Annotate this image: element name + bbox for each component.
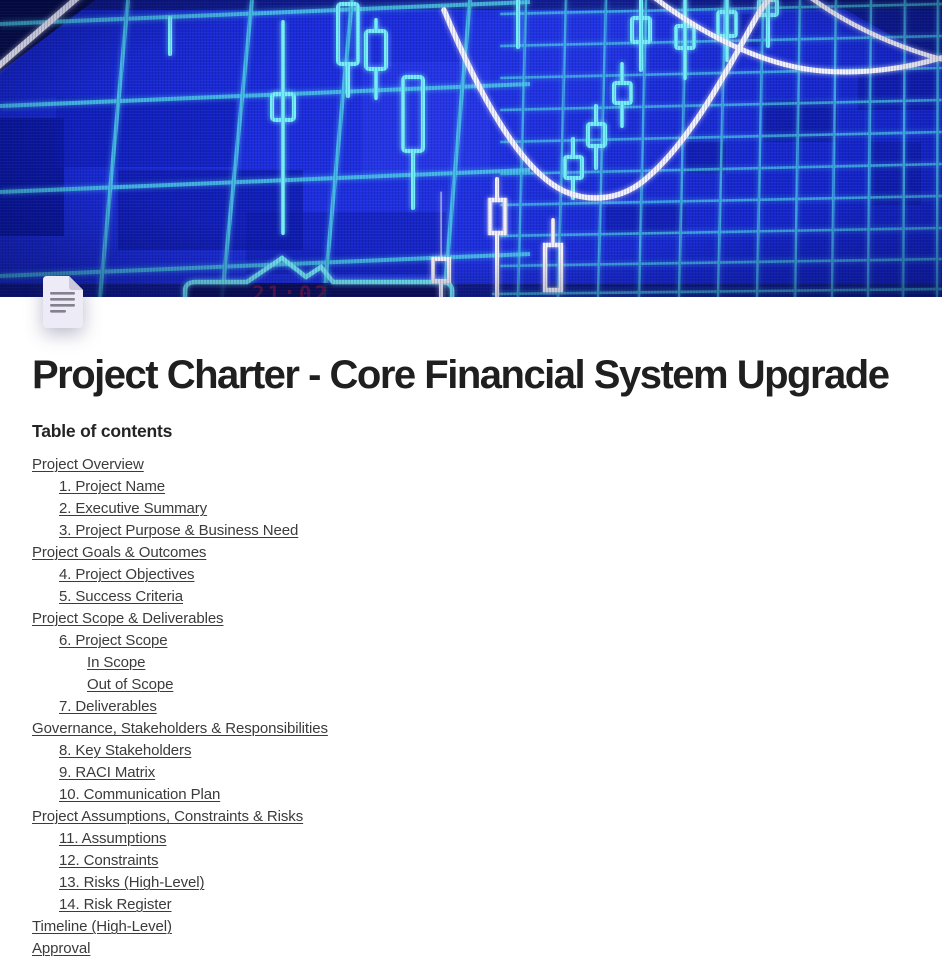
toc-link[interactable]: Project Goals & Outcomes <box>32 544 207 562</box>
toc-link[interactable]: 4. Project Objectives <box>59 566 195 584</box>
toc-link[interactable]: 8. Key Stakeholders <box>59 742 192 760</box>
cover-image <box>0 0 942 297</box>
toc-link[interactable]: Timeline (High-Level) <box>32 918 172 936</box>
toc-link[interactable]: 2. Executive Summary <box>59 500 208 518</box>
toc-link[interactable]: 7. Deliverables <box>59 698 157 716</box>
toc-link[interactable]: Governance, Stakeholders & Responsibilities <box>32 720 328 738</box>
toc-link[interactable]: Project Assumptions, Constraints & Risks <box>32 808 304 826</box>
stock-chart-cover-graphic <box>0 0 942 297</box>
toc-heading: Table of contents <box>32 421 173 442</box>
document-icon <box>40 275 86 329</box>
toc-link[interactable]: 9. RACI Matrix <box>59 764 156 782</box>
toc-link[interactable]: 3. Project Purpose & Business Need <box>59 522 299 540</box>
toc-link[interactable]: 10. Communication Plan <box>59 786 221 804</box>
page-title: Project Charter - Core Financial System Upgrade <box>32 353 889 397</box>
toc-link[interactable]: 1. Project Name <box>59 478 166 496</box>
toc-link[interactable]: 12. Constraints <box>59 852 159 870</box>
document-body <box>0 297 942 960</box>
table-of-contents <box>32 454 910 960</box>
toc-link[interactable]: Project Scope & Deliverables <box>32 610 224 628</box>
toc-link[interactable]: 13. Risks (High-Level) <box>59 874 205 892</box>
toc-link[interactable]: Approval <box>32 940 91 958</box>
toc-link[interactable]: In Scope <box>87 654 146 672</box>
toc-link[interactable]: 14. Risk Register <box>59 896 172 914</box>
toc-link[interactable]: 5. Success Criteria <box>59 588 183 606</box>
toc-link[interactable]: 11. Assumptions <box>59 830 167 848</box>
toc-link[interactable]: Project Overview <box>32 456 144 474</box>
toc-link[interactable]: Out of Scope <box>87 676 174 694</box>
toc-link[interactable]: 6. Project Scope <box>59 632 168 650</box>
